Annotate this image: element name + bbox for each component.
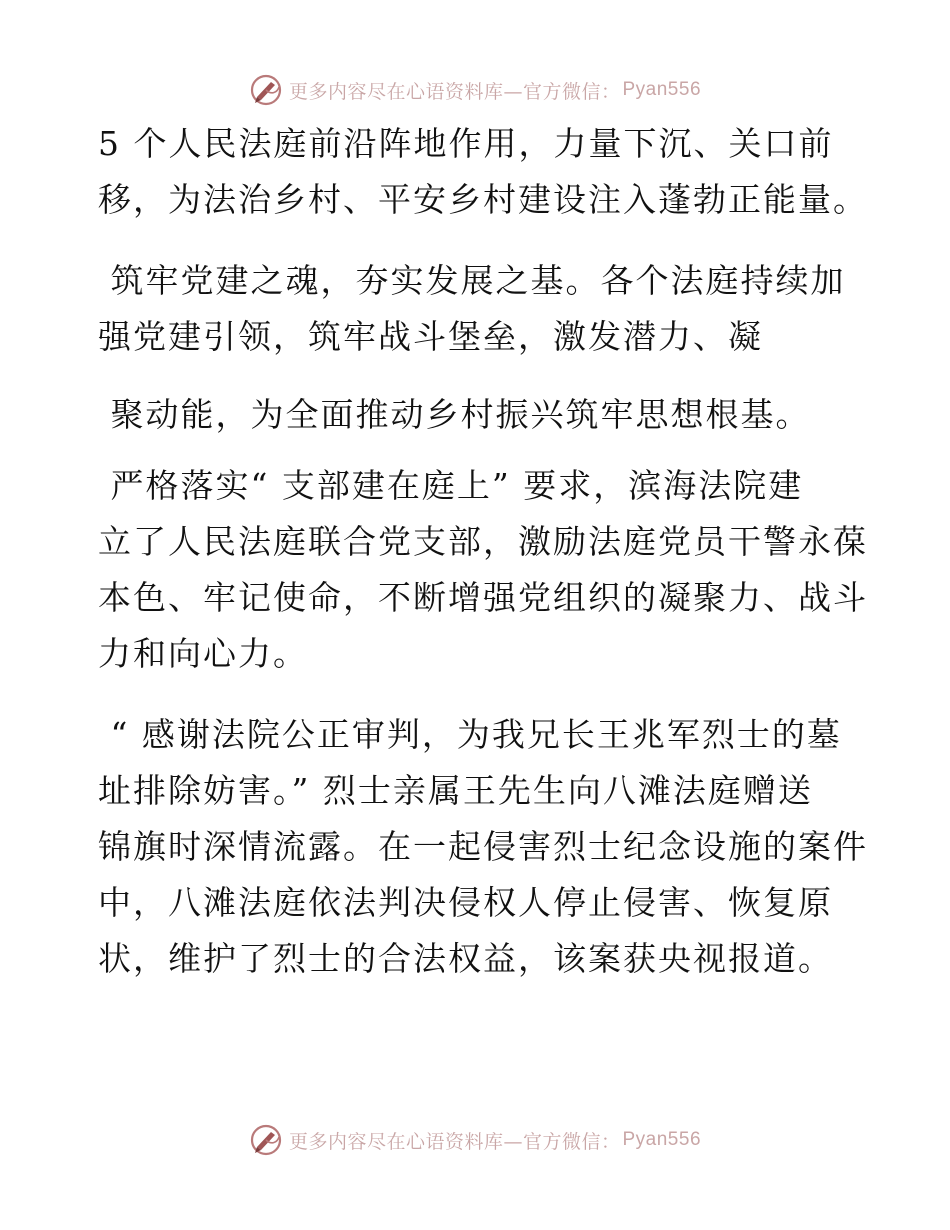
watermark-contact: Pyan556 (622, 79, 702, 100)
text-line: 址排除妨害。” 烈士亲属王先生向八滩法庭赠送 (98, 771, 813, 810)
header-watermark (0, 70, 950, 110)
watermark-contact: Pyan556 (622, 1129, 702, 1150)
pen-logo-icon (249, 1123, 283, 1157)
text-line: 强党建引领，筑牢战斗堡垒，激发潜力、凝 (98, 317, 763, 356)
text-line: 5 个人民法庭前沿阵地作用，力量下沉、关口前 (98, 124, 834, 163)
pen-logo-icon (249, 73, 283, 107)
watermark-text: 更多内容尽在心语资料库—官方微信： (288, 1130, 621, 1153)
watermark-text: 更多内容尽在心语资料库—官方微信： (288, 80, 621, 103)
text-line: 严格落实“ 支部建在庭上” 要求，滨海法院建 (98, 466, 804, 505)
text-line: 力和向心力。 (98, 634, 308, 673)
footer-watermark (0, 1120, 950, 1160)
text-line: 中，八滩法庭依法判决侵权人停止侵害、恢复原 (98, 883, 833, 922)
text-line: 状，维护了烈士的合法权益，该案获央视报道。 (98, 939, 833, 978)
text-line: 本色、牢记使命，不断增强党组织的凝聚力、战斗 (98, 578, 868, 617)
text-line: “ 感谢法院公正审判，为我兄长王兆军烈士的墓 (98, 715, 842, 754)
text-line: 立了人民法庭联合党支部，激励法庭党员干警永葆 (98, 522, 868, 561)
text-line: 移，为法治乡村、平安乡村建设注入蓬勃正能量。 (98, 180, 868, 219)
text-line: 锦旗时深情流露。在一起侵害烈士纪念设施的案件 (98, 827, 868, 866)
text-line: 聚动能，为全面推动乡村振兴筑牢思想根基。 (98, 395, 811, 434)
text-line: 筑牢党建之魂，夯实发展之基。各个法庭持续加 (98, 261, 846, 300)
